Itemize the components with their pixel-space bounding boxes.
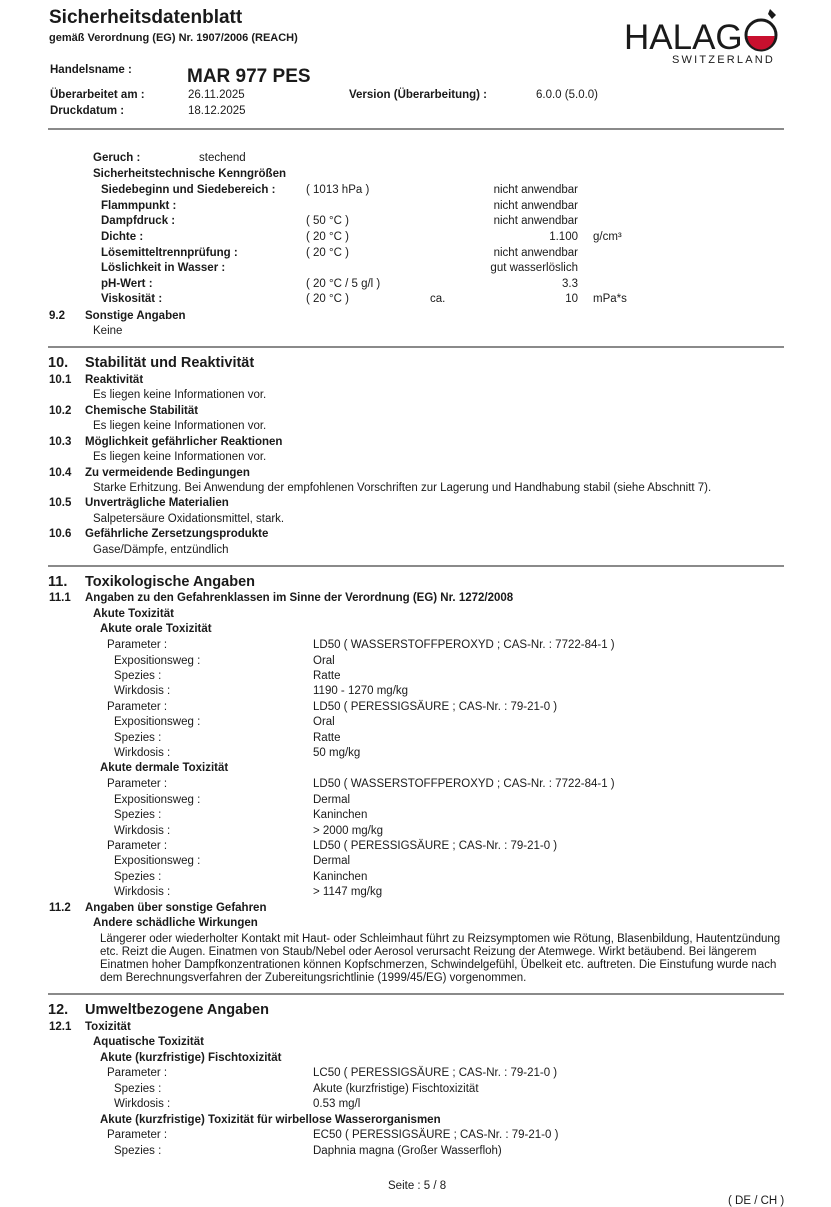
tech-row-label: Siedebeginn und Siedebereich : (101, 184, 276, 196)
dose-value: > 2000 mg/kg (313, 825, 384, 837)
dose-value: 1190 - 1270 mg/kg (313, 685, 409, 697)
invertebrate-toxicity-heading: Akute (kurzfristige) Toxizität für wirbellose Wasserorganismen (100, 1114, 441, 1126)
species-value: Kaninchen (313, 871, 368, 883)
subsection-number: 10.2 (49, 405, 72, 417)
aquatic-toxicity-heading: Aquatische Toxizität (93, 1036, 204, 1048)
param-label: Parameter : (107, 639, 168, 651)
odor-label: Geruch : (93, 152, 141, 164)
document-title: Sicherheitsdatenblatt (49, 7, 243, 28)
tech-row-label: Dichte : (101, 231, 144, 243)
section-12-title: Umweltbezogene Angaben (85, 1002, 269, 1018)
param-value: EC50 ( PERESSIGSÄURE ; CAS-Nr. : 79-21-0 ) (313, 1129, 559, 1141)
section-divider (48, 346, 784, 348)
tech-row-value: gut wasserlöslich (490, 262, 578, 274)
subsection-title: Reaktivität (85, 374, 144, 386)
other-effects-line: etc. Reizt die Augen. Einatmen von Staub/Nebel oder Aerosol verursacht Reizung der Atemwege. Wirkt betäubend. Bei längerem (100, 946, 757, 958)
section-10-number: 10. (48, 355, 69, 371)
section-divider (48, 993, 784, 995)
subsection-number: 10.6 (49, 528, 72, 540)
section-11-2-title: Angaben über sonstige Gefahren (85, 902, 267, 914)
tech-row-value: nicht anwendbar (493, 184, 578, 196)
species-label: Spezies : (114, 670, 162, 682)
halag-logo (620, 5, 785, 70)
param-value: LD50 ( WASSERSTOFFPEROXYD ; CAS-Nr. : 7722-84-1 ) (313, 639, 615, 651)
species-value: Ratte (313, 732, 341, 744)
species-value: Ratte (313, 670, 341, 682)
oral-toxicity-heading: Akute orale Toxizität (100, 623, 212, 635)
subsection-text: Gase/Dämpfe, entzündlich (93, 544, 229, 556)
param-value: LC50 ( PERESSIGSÄURE ; CAS-Nr. : 79-21-0 ) (313, 1067, 558, 1079)
other-effects-line: Längerer oder wiederholter Kontakt mit Haut- oder Schleimhaut führt zu Reizsymptomen wie Rötung, Blasenbildung, Hautentzündung (100, 933, 781, 945)
trade-name-label: Handelsname : (50, 64, 132, 76)
tech-row-condition: ( 20 °C ) (306, 247, 349, 259)
section-9-2-text: Keine (93, 325, 123, 337)
tech-row-approx: ca. (430, 293, 446, 305)
print-date-label: Druckdatum : (50, 105, 125, 117)
tech-row-condition: ( 20 °C ) (306, 231, 349, 243)
tech-heading: Sicherheitstechnische Kenngrößen (93, 168, 286, 180)
logo-word: HALAG (624, 18, 743, 57)
revised-label: Überarbeitet am : (50, 89, 145, 101)
subsection-text: Salpetersäure Oxidationsmittel, stark. (93, 513, 285, 525)
header-divider (48, 128, 784, 130)
version-value: 6.0.0 (5.0.0) (536, 89, 599, 101)
document-subtitle: gemäß Verordnung (EG) Nr. 1907/2006 (REACH) (49, 32, 298, 44)
subsection-number: 10.4 (49, 467, 72, 479)
tech-row-label: Dampfdruck : (101, 215, 176, 227)
species-value: Akute (kurzfristige) Fischtoxizität (313, 1083, 479, 1095)
dose-label: Wirkdosis : (114, 747, 171, 759)
species-value: Daphnia magna (Großer Wasserfloh) (313, 1145, 502, 1157)
tech-row-condition: ( 50 °C ) (306, 215, 349, 227)
subsection-text: Es liegen keine Informationen vor. (93, 389, 267, 401)
route-label: Expositionsweg : (114, 716, 201, 728)
version-label: Version (Überarbeitung) : (349, 89, 488, 101)
dermal-toxicity-heading: Akute dermale Toxizität (100, 762, 229, 774)
tech-row-value: nicht anwendbar (493, 215, 578, 227)
other-effects-line: Einatmen hoher Dampfkonzentrationen können Kopfschmerzen, Schwindelgefühl, Übelkeit etc. auftreten. Die Einstufung wurde nach (100, 959, 777, 971)
param-value: LD50 ( PERESSIGSÄURE ; CAS-Nr. : 79-21-0 ) (313, 840, 558, 852)
dose-label: Wirkdosis : (114, 685, 171, 697)
acute-toxicity-heading: Akute Toxizität (93, 608, 174, 620)
tech-row-value: 3.3 (562, 278, 578, 290)
language-code: ( DE / CH ) (728, 1195, 785, 1207)
section-12-1-number: 12.1 (49, 1021, 72, 1033)
tech-row-value: nicht anwendbar (493, 247, 578, 259)
section-11-2-number: 11.2 (49, 902, 71, 914)
dose-label: Wirkdosis : (114, 825, 171, 837)
tech-row-label: Löslichkeit in Wasser : (101, 262, 226, 274)
species-label: Spezies : (114, 1083, 162, 1095)
tech-row-value: nicht anwendbar (493, 200, 578, 212)
section-11-1-number: 11.1 (49, 592, 71, 604)
subsection-title: Möglichkeit gefährlicher Reaktionen (85, 436, 283, 448)
route-value: Oral (313, 655, 335, 667)
subsection-number: 10.5 (49, 497, 72, 509)
subsection-text: Es liegen keine Informationen vor. (93, 420, 267, 432)
odor-value: stechend (199, 152, 246, 164)
print-date: 18.12.2025 (188, 105, 246, 117)
tech-row-value: 1.100 (549, 231, 578, 243)
param-value: LD50 ( PERESSIGSÄURE ; CAS-Nr. : 79-21-0 ) (313, 701, 558, 713)
section-12-1-title: Toxizität (85, 1021, 131, 1033)
section-11-number: 11. (48, 574, 68, 590)
route-value: Dermal (313, 855, 351, 867)
param-label: Parameter : (107, 701, 168, 713)
section-11-1-title: Angaben zu den Gefahrenklassen im Sinne der Verordnung (EG) Nr. 1272/2008 (85, 592, 514, 604)
route-label: Expositionsweg : (114, 655, 201, 667)
subsection-title: Chemische Stabilität (85, 405, 199, 417)
tech-row-condition: ( 20 °C ) (306, 293, 349, 305)
route-value: Oral (313, 716, 335, 728)
subsection-number: 10.1 (49, 374, 72, 386)
subsection-title: Gefährliche Zersetzungsprodukte (85, 528, 269, 540)
tech-row-unit: g/cm³ (593, 231, 622, 243)
dose-value: 50 mg/kg (313, 747, 361, 759)
tech-row-label: Flammpunkt : (101, 200, 177, 212)
dose-label: Wirkdosis : (114, 886, 171, 898)
subsection-text: Es liegen keine Informationen vor. (93, 451, 267, 463)
section-10-title: Stabilität und Reaktivität (85, 355, 255, 371)
section-9-2-number: 9.2 (49, 310, 65, 322)
subsection-title: Zu vermeidende Bedingungen (85, 467, 250, 479)
tech-row-condition: ( 1013 hPa ) (306, 184, 370, 196)
tech-row-unit: mPa*s (593, 293, 627, 305)
species-label: Spezies : (114, 732, 162, 744)
tech-row-label: Lösemitteltrennprüfung : (101, 247, 238, 259)
tech-row-condition: ( 20 °C / 5 g/l ) (306, 278, 381, 290)
other-effects-line: dem Berechnungsverfahren der Zubereitungsrichtlinie (1999/45/EG) vorgenommen. (100, 972, 527, 984)
param-label: Parameter : (107, 1129, 168, 1141)
dose-label: Wirkdosis : (114, 1098, 171, 1110)
param-value: LD50 ( WASSERSTOFFPEROXYD ; CAS-Nr. : 7722-84-1 ) (313, 778, 615, 790)
trade-name: MAR 977 PES (187, 66, 311, 87)
section-9-2-title: Sonstige Angaben (85, 310, 186, 322)
tech-row-label: pH-Wert : (101, 278, 153, 290)
route-label: Expositionsweg : (114, 794, 201, 806)
subsection-title: Unverträgliche Materialien (85, 497, 229, 509)
species-value: Kaninchen (313, 809, 368, 821)
subsection-text: Starke Erhitzung. Bei Anwendung der empfohlenen Vorschriften zur Lagerung und Handhabung stabil (siehe Abschnitt 7). (93, 482, 712, 494)
dose-value: > 1147 mg/kg (313, 886, 383, 898)
flask-logo-icon (743, 7, 781, 55)
param-label: Parameter : (107, 1067, 168, 1079)
route-value: Dermal (313, 794, 351, 806)
other-effects-heading: Andere schädliche Wirkungen (93, 917, 258, 929)
param-label: Parameter : (107, 840, 168, 852)
fish-toxicity-heading: Akute (kurzfristige) Fischtoxizität (100, 1052, 282, 1064)
route-label: Expositionsweg : (114, 855, 201, 867)
species-label: Spezies : (114, 871, 162, 883)
species-label: Spezies : (114, 809, 162, 821)
logo-subtext: SWITZERLAND (672, 54, 776, 66)
tech-row-label: Viskosität : (101, 293, 163, 305)
section-divider (48, 565, 784, 567)
section-11-title: Toxikologische Angaben (85, 574, 255, 590)
dose-value: 0.53 mg/l (313, 1098, 361, 1110)
section-12-number: 12. (48, 1002, 69, 1018)
revised-date: 26.11.2025 (188, 89, 245, 101)
page-number: Seite : 5 / 8 (388, 1180, 447, 1192)
param-label: Parameter : (107, 778, 168, 790)
subsection-number: 10.3 (49, 436, 72, 448)
tech-row-value: 10 (565, 293, 578, 305)
species-label: Spezies : (114, 1145, 162, 1157)
